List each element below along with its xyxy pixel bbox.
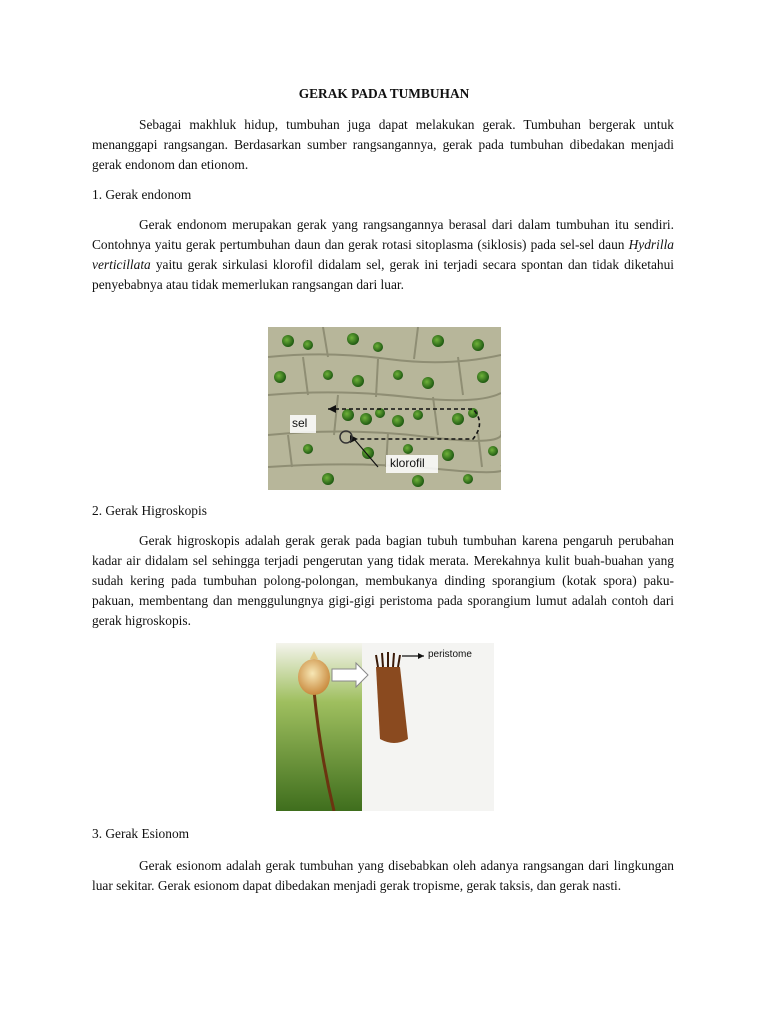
endonom-paragraph xyxy=(92,215,674,295)
moss-capsule-image xyxy=(276,643,494,811)
chlorophyll-label: klorofil xyxy=(390,456,425,470)
cell-label: sel xyxy=(292,416,308,430)
hydrilla-cells-image xyxy=(268,327,501,490)
peristome-label: peristome xyxy=(428,649,472,660)
section-heading-higroskopis: 2. Gerak Higroskopis xyxy=(92,503,207,518)
esionom-paragraph: Gerak esionom adalah gerak tumbuhan yang disebabkan oleh adanya rangsangan dari lingkungan luar sekitar. Gerak esionom dapat dibedakan menjadi gerak tropisme, gerak taksis, dan gerak nasti. xyxy=(92,858,674,893)
section-heading-endonom: 1. Gerak endonom xyxy=(92,187,192,202)
section-heading-esionom: 3. Gerak Esionom xyxy=(92,826,190,841)
higroskopis-paragraph: Gerak higroskopis adalah gerak gerak pada bagian tubuh tumbuhan karena pengaruh perubahan kadar air didalam sel sehingga terjadi pengerutan yang tidak merata. Merekahnya kulit buah-buahan yang sudah kering pada tumbuhan polong-polongan, membukanya dinding sporangium (kotak spora) paku-pakuan, membentang dan menggulungnya gigi-gigi peristoma pada sporangium lumut adalah contoh dari gerak higroskopis. xyxy=(92,533,674,628)
hydrilla-cells-figure xyxy=(268,327,501,490)
moss-peristome-figure xyxy=(276,643,494,811)
endonom-text-before: Gerak endonom merupakan gerak yang rangsangannya berasal dari dalam tumbuhan itu sendiri. Contohnya yaitu gerak pertumbuhan daun dan gerak rotasi sitoplasma (siklosis) pada sel-sel daun xyxy=(92,217,674,252)
page-title: GERAK PADA TUMBUHAN xyxy=(298,86,470,101)
endonom-text-after: yaitu gerak sirkulasi klorofil didalam sel, gerak ini terjadi secara spontan dan tidak diketahui penyebabnya atau tidak memerlukan rangsangan dari luar. xyxy=(92,257,674,292)
species-name: Hydrilla verticillata xyxy=(92,237,674,272)
intro-paragraph: Sebagai makhluk hidup, tumbuhan juga dapat melakukan gerak. Tumbuhan bergerak untuk menanggapi rangsangan. Berdasarkan sumber rangsangannya, gerak pada tumbuhan dibedakan menjadi gerak endonom dan etionom. xyxy=(92,117,674,172)
